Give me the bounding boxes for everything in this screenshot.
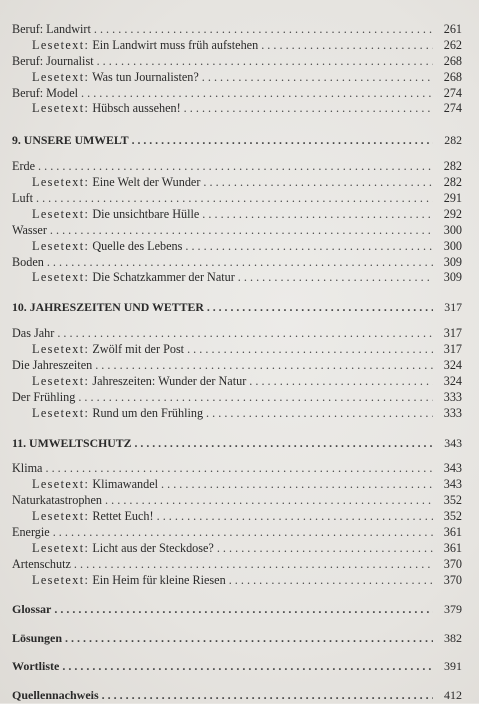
page-number: 291 bbox=[443, 191, 462, 206]
toc-entry: Beruf: Model . . . 274 bbox=[12, 86, 462, 102]
toc-entry: Artenschutz . . . 370 bbox=[12, 557, 462, 573]
chapter-heading: 11. UMWELTSCHUTZ . . . 343 bbox=[12, 436, 462, 452]
page-number: 309 bbox=[443, 270, 462, 285]
toc-subentry: Lesetext: Die unsichtbare Hülle . . . 292 bbox=[12, 207, 462, 223]
page-number: 324 bbox=[443, 373, 462, 388]
toc-subentry: Lesetext: Zwölf mit der Post . . . 317 bbox=[12, 342, 462, 358]
page-number: 282 bbox=[443, 175, 462, 190]
toc-subentry: Lesetext: Eine Welt der Wunder . . . 282 bbox=[12, 175, 462, 191]
toc-end-entry-glossar: Glossar . . . 379 bbox=[12, 602, 462, 618]
page-number: 333 bbox=[443, 389, 462, 404]
toc-entry: Beruf: Landwirt . . . 261 bbox=[12, 22, 462, 38]
toc-entry: Boden . . . 309 bbox=[12, 255, 462, 271]
toc-entry: Luft . . . 291 bbox=[12, 191, 462, 207]
toc-subentry: Lesetext: Rettet Euch! . . . 352 bbox=[12, 509, 462, 525]
page-number: 309 bbox=[443, 254, 462, 269]
chapter-heading: 10. JAHRESZEITEN UND WETTER . . . 317 bbox=[12, 300, 462, 316]
page-number: 382 bbox=[444, 630, 462, 645]
toc-subentry: Lesetext: Jahreszeiten: Wunder der Natur . . . 324 bbox=[12, 374, 462, 390]
page-number: 361 bbox=[443, 540, 462, 555]
page-number: 300 bbox=[443, 238, 462, 253]
page-number: 352 bbox=[443, 509, 462, 524]
page-number: 300 bbox=[443, 222, 462, 237]
page-number: 343 bbox=[444, 435, 462, 450]
toc-subentry: Lesetext: Rund um den Frühling . . . 333 bbox=[12, 406, 462, 422]
toc-entry: Erde . . . 282 bbox=[12, 159, 462, 175]
page-number: 343 bbox=[443, 477, 462, 492]
page-number: 324 bbox=[443, 358, 462, 373]
toc-end-entry-wortliste: Wortliste . . . 391 bbox=[12, 659, 462, 675]
toc-subentry: Lesetext: Was tun Journalisten? . . . 268 bbox=[12, 70, 462, 86]
page-number: 282 bbox=[443, 159, 462, 174]
page-number: 370 bbox=[443, 572, 462, 587]
page-number: 391 bbox=[444, 659, 462, 674]
toc-entry: Die Jahreszeiten . . . 324 bbox=[12, 358, 462, 374]
page-number: 261 bbox=[443, 22, 462, 36]
page-number: 352 bbox=[443, 493, 462, 508]
table-of-contents bbox=[12, 22, 462, 704]
toc-end-entry-quellennachweis: Quellennachweis . . . 412 bbox=[12, 688, 462, 704]
page-number: 333 bbox=[443, 405, 462, 420]
page-number: 361 bbox=[443, 525, 462, 540]
toc-entry: Wasser . . . 300 bbox=[12, 223, 462, 239]
page-number: 412 bbox=[444, 688, 462, 703]
toc-entry: Beruf: Journalist . . . 268 bbox=[12, 54, 462, 70]
chapter-heading: 9. UNSERE UMWELT . . . 282 bbox=[12, 133, 462, 149]
page-number: 292 bbox=[443, 206, 462, 221]
toc-subentry: Lesetext: Die Schatzkammer der Natur . . . 309 bbox=[12, 270, 462, 286]
page-number: 268 bbox=[443, 53, 462, 68]
page-number: 317 bbox=[443, 326, 462, 341]
page-number: 343 bbox=[443, 461, 462, 476]
page-number: 268 bbox=[443, 69, 462, 84]
page-number: 370 bbox=[443, 556, 462, 571]
page-number: 262 bbox=[443, 37, 462, 52]
toc-subentry: Lesetext: Quelle des Lebens . . . 300 bbox=[12, 239, 462, 255]
toc-entry: Das Jahr . . . 317 bbox=[12, 326, 462, 342]
page-number: 282 bbox=[444, 133, 462, 148]
page-number: 274 bbox=[443, 85, 462, 100]
toc-subentry: Lesetext: Ein Landwirt muss früh aufstehen . . . 262 bbox=[12, 38, 462, 54]
page-number: 274 bbox=[443, 101, 462, 116]
toc-entry: Naturkatastrophen . . . 352 bbox=[12, 493, 462, 509]
toc-end-entry-loesungen: Lösungen . . . 382 bbox=[12, 631, 462, 647]
toc-subentry: Lesetext: Licht aus der Steckdose? . . . 361 bbox=[12, 541, 462, 557]
toc-subentry: Lesetext: Hübsch aussehen! . . . 274 bbox=[12, 101, 462, 117]
page-number: 317 bbox=[443, 342, 462, 357]
toc-entry: Klima . . . 343 bbox=[12, 461, 462, 477]
toc-subentry: Lesetext: Klimawandel . . . 343 bbox=[12, 477, 462, 493]
toc-entry: Energie . . . 361 bbox=[12, 525, 462, 541]
page-number: 317 bbox=[444, 300, 462, 315]
toc-subentry: Lesetext: Ein Heim für kleine Riesen . . . 370 bbox=[12, 573, 462, 589]
toc-entry: Der Frühling . . . 333 bbox=[12, 390, 462, 406]
page-number: 379 bbox=[444, 601, 462, 616]
